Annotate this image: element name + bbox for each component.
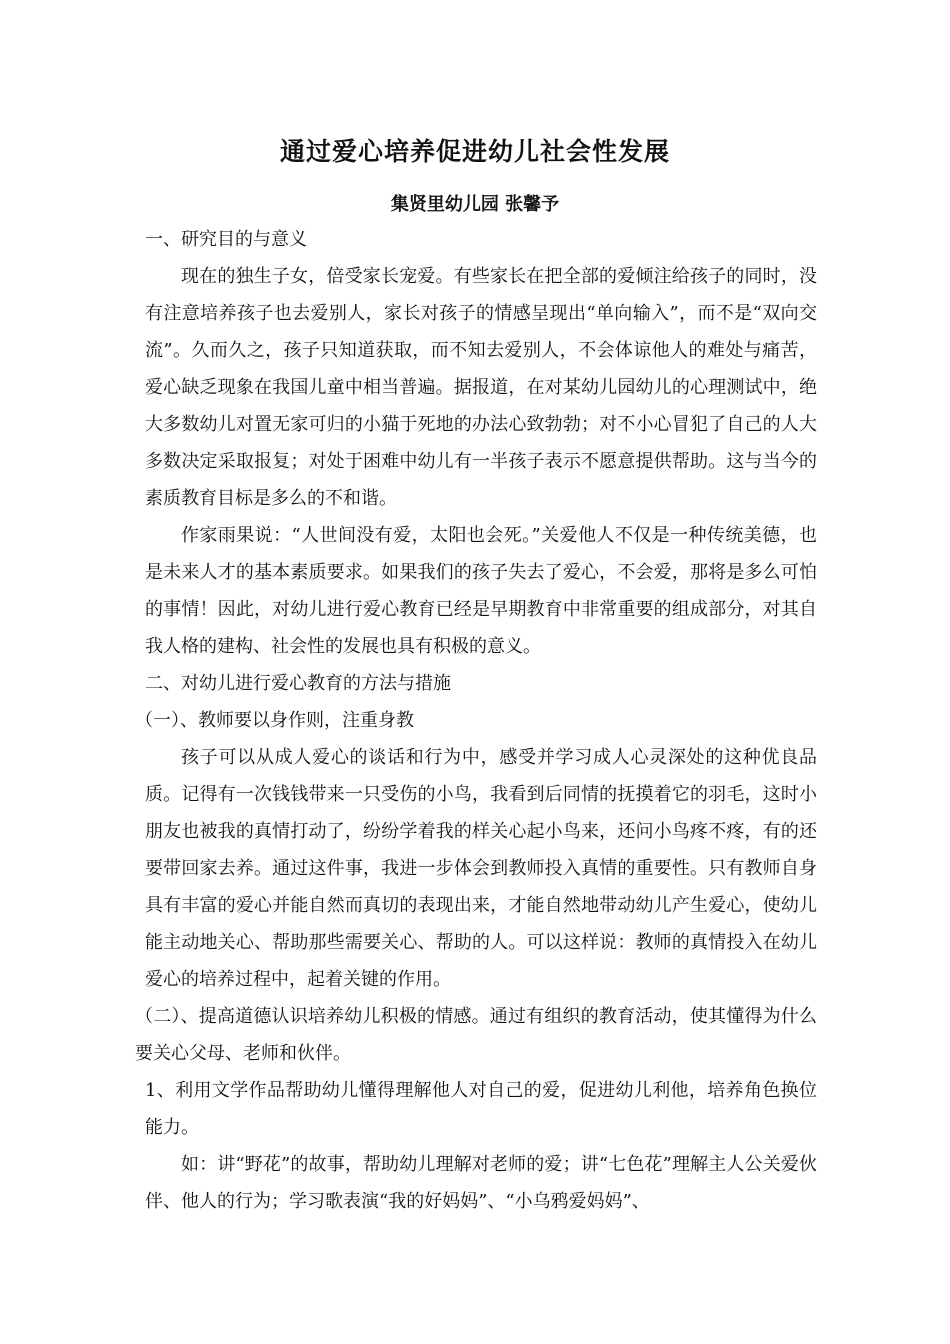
document-body [135, 221, 817, 1220]
document-title: 通过爱心培养促进幼儿社会性发展 [279, 137, 670, 166]
paragraph-1: 现在的独生子女，倍受家长宠爱。有些家长在把全部的爱倾注给孩子的同时，没有注意培养孩子也去爱别人，家长对孩子的情感呈现出“单向输入”，而不是“双向交流”。久而久之，孩子只知道获取，而不知去爱别人，不会体谅他人的难处与痛苦，爱心缺乏现象在我国儿童中相当普遍。据报道，在对某幼儿园幼儿的心理测试中，绝大多数幼儿对置无家可归的小猫于死地的办法心致勃勃；对不小心冒犯了自己的人大多数决定采取报复；对处于困难中幼儿有一半孩子表示不愿意提供帮助。这与当今的素质教育目标是多么的不和谐。 [145, 266, 817, 509]
subsection-heading-2: （二）、提高道德认识培养幼儿积极的情感。通过有组织的教育活动，使其懂得为什么要关心父母、老师和伙伴。 [135, 1006, 817, 1064]
section-heading-2: 二、对幼儿进行爱心教育的方法与措施 [145, 673, 451, 694]
list-item-1: 1、利用文学作品帮助幼儿懂得理解他人对自己的爱，促进幼儿利他，培养角色换位能力。 [145, 1080, 817, 1138]
paragraph-2: 作家雨果说：“人世间没有爱，太阳也会死。”关爱他人不仅是一种传统美德，也是未来人才的基本素质要求。如果我们的孩子失去了爱心，不会爱，那将是多么可怕的事情！因此，对幼儿进行爱心教育已经是早期教育中非常重要的组成部分，对其自我人格的建构、社会性的发展也具有积极的意义。 [145, 525, 817, 657]
paragraph-4: 如：讲“野花”的故事，帮助幼儿理解对老师的爱；讲“七色花”理解主人公关爱伙伴、他人的行为；学习歌表演“我的好妈妈”、“小乌鸦爱妈妈”、 [145, 1154, 817, 1212]
paragraph-3: 孩子可以从成人爱心的谈话和行为中，感受并学习成人心灵深处的这种优良品质。记得有一次钱钱带来一只受伤的小鸟，我看到后同情的抚摸着它的羽毛，这时小朋友也被我的真情打动了，纷纷学着我的样关心起小鸟来，还问小鸟疼不疼，有的还要带回家去养。通过这件事，我进一步体会到教师投入真情的重要性。只有教师自身具有丰富的爱心并能自然而真切的表现出来，才能自然地带动幼儿产生爱心，使幼儿能主动地关心、帮助那些需要关心、帮助的人。可以这样说：教师的真情投入在幼儿爱心的培养过程中，起着关键的作用。 [145, 747, 817, 990]
subsection-heading-1: （一）、教师要以身作则，注重身教 [135, 710, 414, 731]
document-author: 集贤里幼儿园 张馨予 [390, 194, 560, 215]
section-heading-1: 一、研究目的与意义 [145, 229, 307, 250]
